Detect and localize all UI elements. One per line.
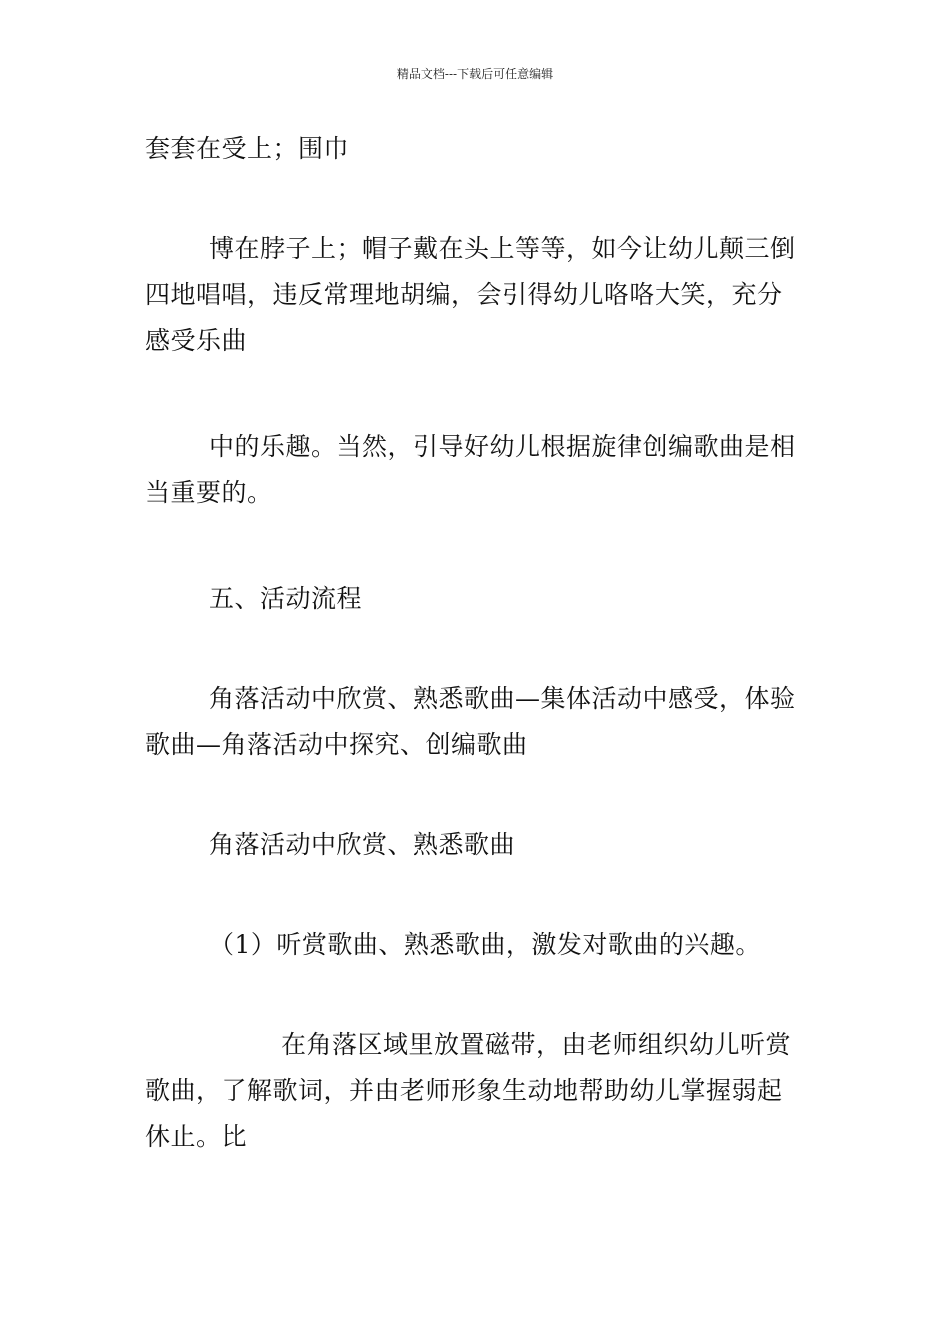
- text-line: 歌曲—角落活动中探究、创编歌曲: [145, 730, 528, 759]
- text-line: 博在脖子上；帽子戴在头上等等，如今让幼儿颠三倒: [209, 234, 796, 263]
- text-line: （1）听赏歌曲、熟悉歌曲，激发对歌曲的兴趣。: [209, 930, 761, 959]
- paragraph-3: [145, 424, 810, 516]
- paragraph-5: [145, 676, 810, 768]
- page-header: 精品文档---下载后可任意编辑: [396, 67, 554, 81]
- text-line: 歌曲，了解歌词，并由老师形象生动地帮助幼儿掌握弱起: [145, 1076, 783, 1105]
- text-line: 感受乐曲: [145, 326, 248, 355]
- text-line: 角落活动中欣赏、熟悉歌曲: [209, 830, 516, 859]
- text-line: 在角落区域里放置磁带，由老师组织幼儿听赏: [281, 1030, 792, 1059]
- section-heading: [145, 576, 810, 622]
- text-line: 角落活动中欣赏、熟悉歌曲—集体活动中感受，体验: [209, 684, 796, 713]
- paragraph-1: [145, 126, 810, 172]
- text-line: 套套在受上；围巾: [145, 134, 350, 163]
- paragraph-7: [145, 922, 810, 968]
- paragraph-2: [145, 226, 810, 364]
- text-line: 五、活动流程: [209, 584, 363, 613]
- paragraph-8: [145, 1022, 810, 1160]
- text-line: 休止。比: [145, 1122, 248, 1151]
- paragraph-6: [145, 822, 810, 868]
- text-line: 四地唱唱，违反常理地胡编，会引得幼儿咯咯大笑，充分: [145, 280, 783, 309]
- text-line: 当重要的。: [145, 478, 273, 507]
- text-line: 中的乐趣。当然，引导好幼儿根据旋律创编歌曲是相: [209, 432, 796, 461]
